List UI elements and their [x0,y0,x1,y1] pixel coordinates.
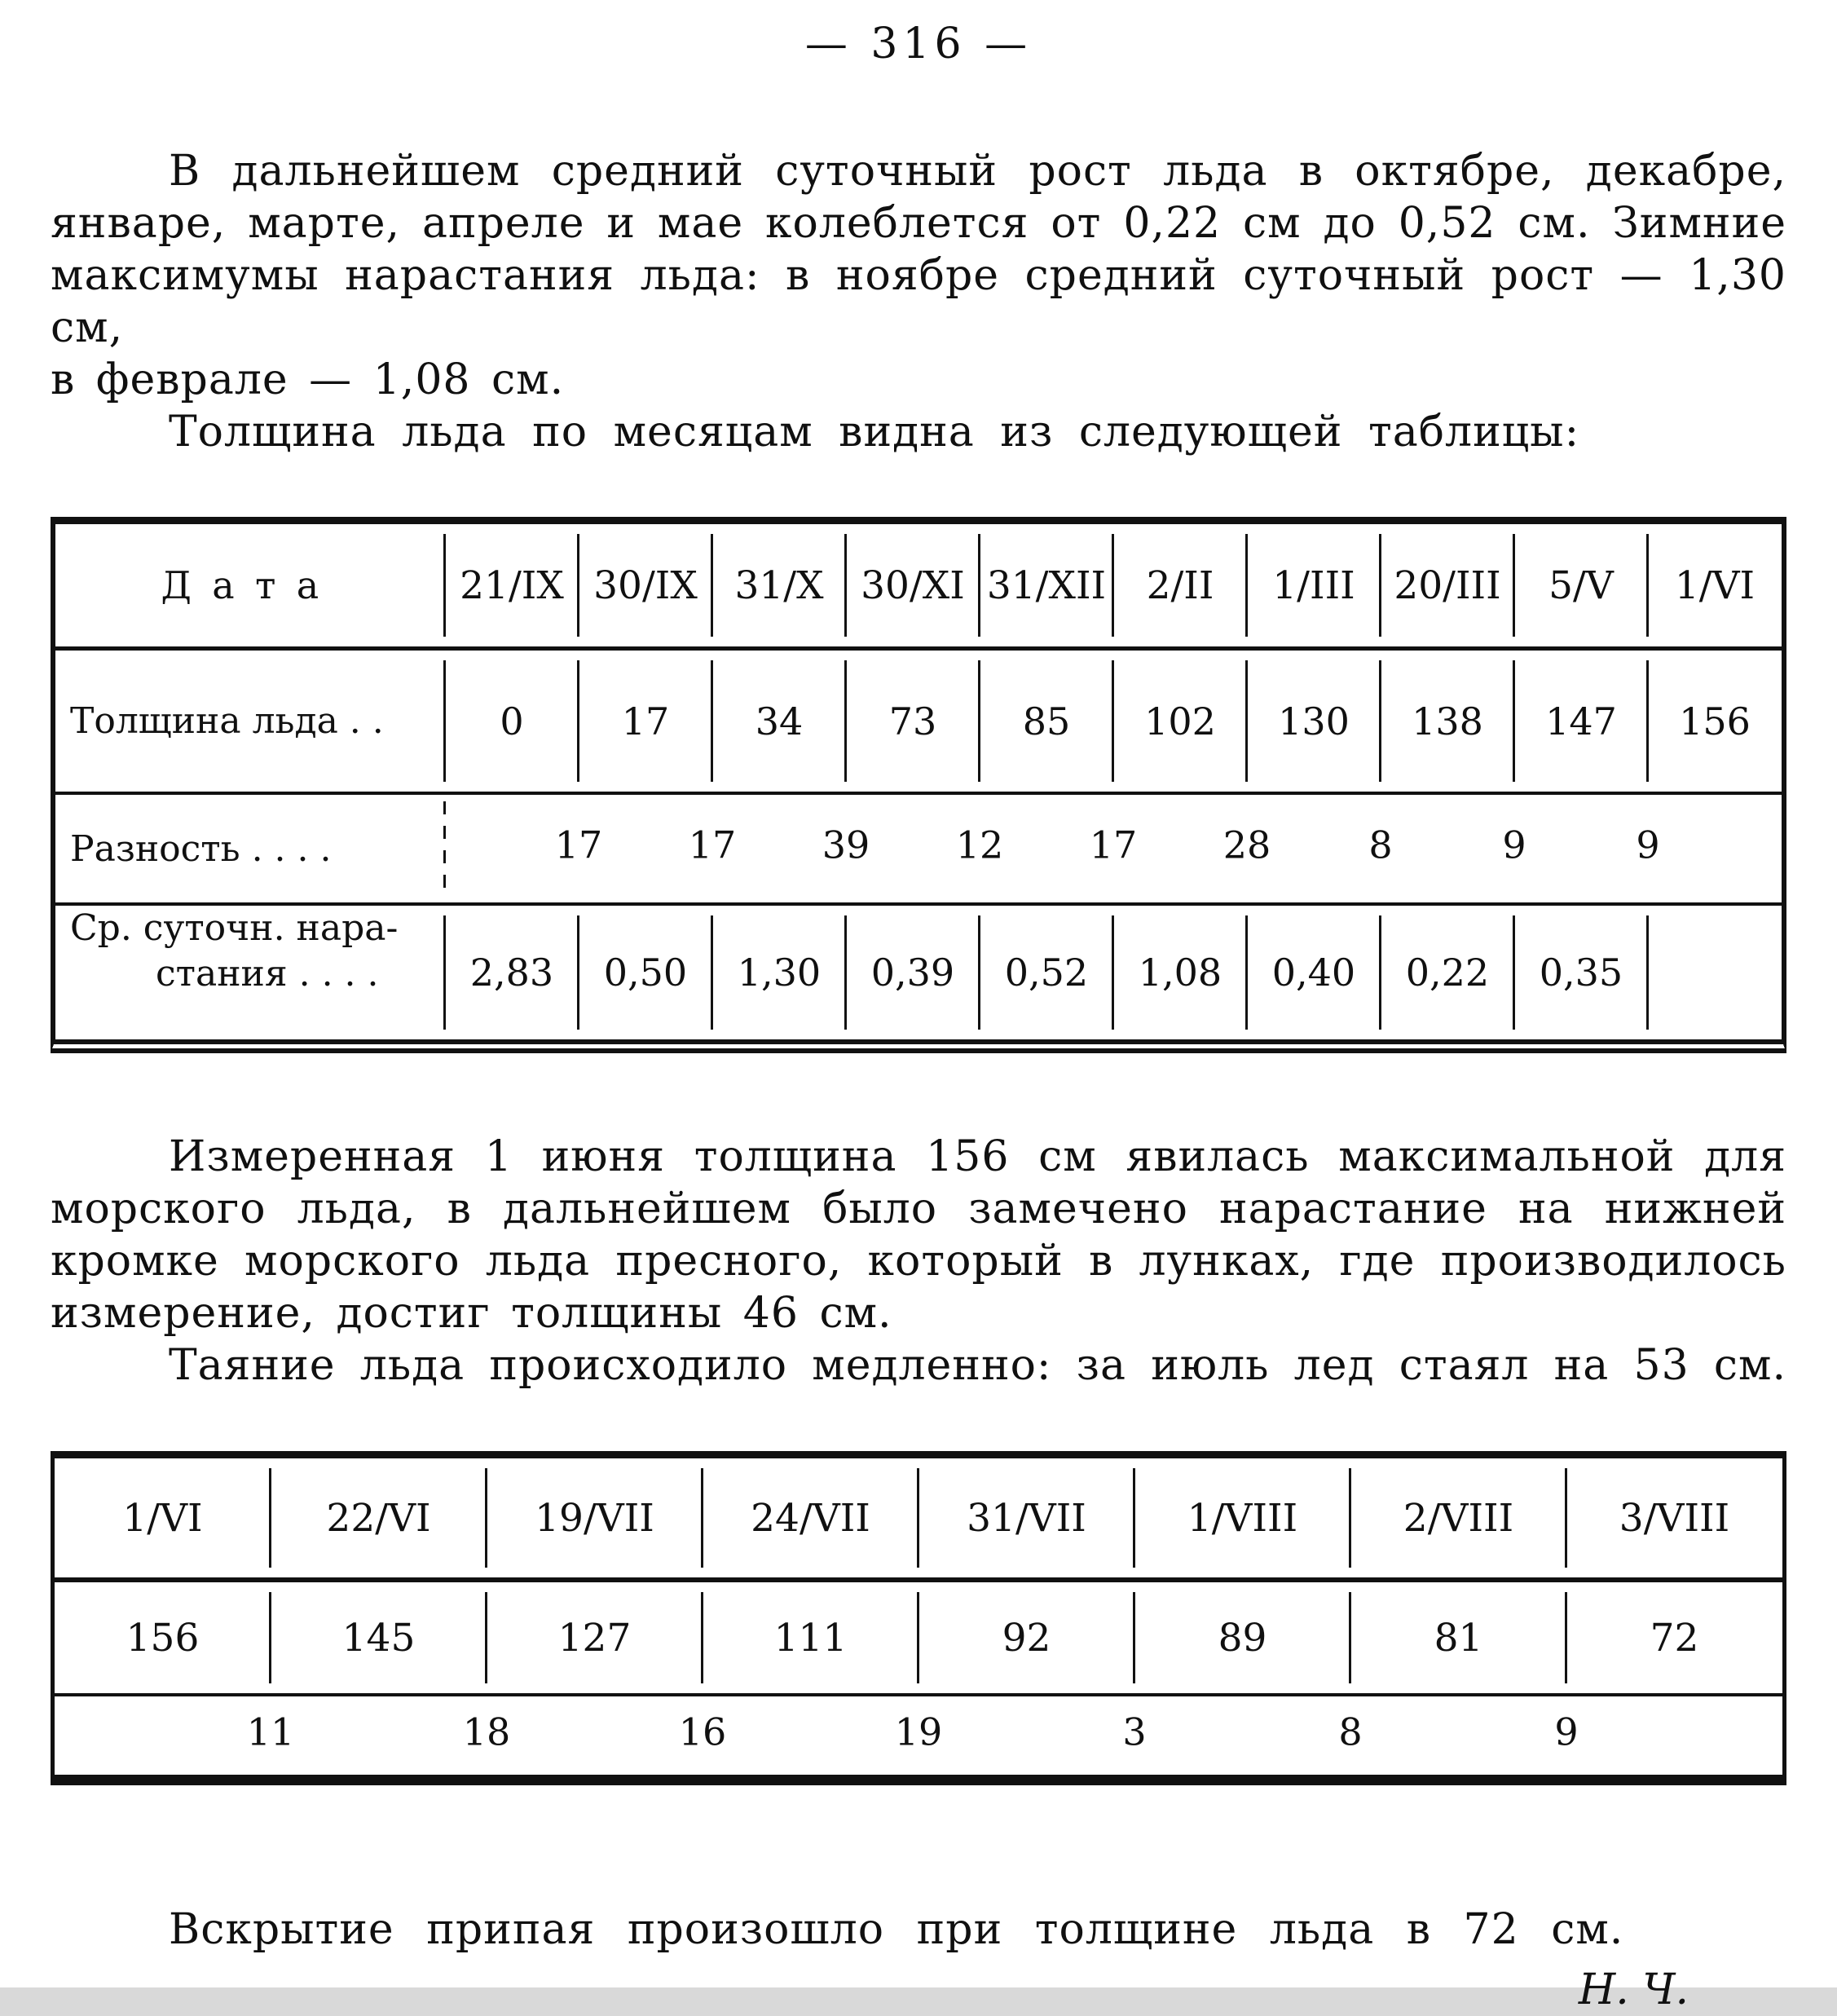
table2-date-cell: 24/VII [703,1458,919,1577]
table2-date-cell: 22/VI [271,1458,487,1577]
daily-growth-value: 1,08 [1113,906,1247,1039]
author-initials: Н. Ч. [1578,1965,1689,2014]
table1-header-date-label: Дата [161,563,340,607]
melt-difference-value: 3 [1122,1709,1147,1754]
difference-value: 17 [1089,823,1138,867]
daily-growth-value: 2,83 [445,906,579,1039]
table1-difference-row [55,792,1782,902]
table1-header-cell: 30/XI [846,524,980,646]
daily-growth-value: 1,30 [712,906,846,1039]
text-line: Измеренная 1 июня толщина 156 см явилась максимальной для [169,1132,1786,1181]
difference-value: 17 [688,823,737,867]
table1-thickness-row [55,646,1782,792]
table1-header-cell: 31/XII [980,524,1113,646]
ice-melting-table [51,1451,1786,1785]
thickness-value: 17 [579,651,712,792]
table2-thickness-cell: 156 [126,1615,200,1661]
difference-value: 17 [554,823,603,867]
row-label-thickness: Толщина льда . . [70,700,384,742]
melt-difference-value: 8 [1338,1709,1363,1754]
daily-growth-value: 0,39 [846,906,980,1039]
table1-header-cell: 30/IX [579,524,712,646]
difference-value: 28 [1222,823,1271,867]
difference-value: 12 [955,823,1004,867]
text-line: в феврале — 1,08 см. [51,355,565,404]
daily-growth-value: 0,50 [579,906,712,1039]
text-line: В дальнейшем средний суточный рост льда в октябре, декабре, [169,147,1786,196]
text-line: январе, марте, апреле и мае колеблется от 0,22 см до 0,52 см. Зимние [51,199,1786,248]
table2-date-cell: 31/VII [919,1458,1134,1577]
label-line: Ср. суточн. нара- [70,907,399,949]
table1-header-cell: 20/III [1381,524,1514,646]
row-label-daily-growth [55,906,445,1039]
difference-value: 9 [1502,823,1526,867]
melt-difference-value: 9 [1554,1709,1579,1754]
difference-value: 8 [1368,823,1393,867]
table2-date-cell: 1/VI [122,1495,203,1541]
thickness-value: 147 [1514,651,1648,792]
daily-growth-value: 0,40 [1247,906,1381,1039]
table1-header-cell: 2/II [1113,524,1247,646]
page-number: — 316 — [804,20,1033,68]
table1-header-cell: 1/III [1247,524,1381,646]
table2-difference-strip [55,1696,1782,1775]
thickness-value: 0 [445,651,579,792]
thickness-value: 85 [980,651,1113,792]
text-line: кромке морского льда пресного, который в лунках, где производилось [51,1237,1786,1286]
paragraph-table-intro: Толщина льда по месяцам видна из следующей таблицы: [169,408,1580,457]
table2-date-row [55,1458,1782,1582]
ice-thickness-table [51,517,1786,1053]
daily-growth-value: 0,22 [1381,906,1514,1039]
difference-value: 39 [822,823,870,867]
row-label-difference: Разность . . . . [70,827,332,870]
paragraph-max-thickness [51,1131,1786,1392]
table2-thickness-cell: 111 [703,1582,919,1693]
thickness-value: 34 [712,651,846,792]
daily-growth-value: 0,35 [1514,906,1648,1039]
thickness-value: 130 [1247,651,1381,792]
thickness-value: 156 [1648,651,1782,792]
thickness-value: 138 [1381,651,1514,792]
paragraph-melting: Таяние льда происходило медленно: за июль лед стаял на 53 см. [169,1341,1786,1390]
melt-difference-value: 16 [678,1709,727,1754]
table2-thickness-cell: 81 [1350,1582,1566,1693]
table2-thickness-cell: 89 [1134,1582,1350,1693]
table2-date-cell: 2/VIII [1350,1458,1566,1577]
table2-date-cell: 19/VII [487,1458,703,1577]
table1-header-cell: 1/VI [1648,524,1782,646]
table2-date-cell: 3/VIII [1566,1458,1782,1577]
table2-difference-row [55,1696,1782,1775]
text-line: морского льда, в дальнейшем было замечено нарастание на нижней [51,1184,1786,1233]
table2-thickness-row [55,1582,1782,1696]
table2-date-cell: 1/VIII [1134,1458,1350,1577]
thickness-value: 73 [846,651,980,792]
label-line: стания . . . . [156,953,379,995]
table2-thickness-cell: 92 [919,1582,1134,1693]
daily-growth-value: 0,52 [980,906,1113,1039]
difference-values-strip [445,795,1782,902]
table1-header-cell: 5/V [1514,524,1648,646]
table1-daily-growth-row [55,902,1782,1039]
table1-header-row [55,524,1782,646]
table1-header-cell: 21/IX [445,524,579,646]
paragraph-breakup: Вскрытие припая произошло при толщине льда в 72 см. [169,1905,1624,1954]
table1-header-cell: 31/X [712,524,846,646]
table2-thickness-cell: 127 [487,1582,703,1693]
thickness-value: 102 [1113,651,1247,792]
daily-growth-value [1648,906,1782,1039]
table2-thickness-cell: 145 [271,1582,487,1693]
paragraph-ice-growth [51,145,1786,458]
table2-thickness-cell: 72 [1566,1582,1782,1693]
text-line: максимумы нарастания льда: в ноябре средний суточный рост — 1,30 см, [51,251,1786,352]
text-line: измерение, достиг толщины 46 см. [51,1289,892,1338]
melt-difference-value: 18 [462,1709,511,1754]
difference-value: 9 [1636,823,1660,867]
melt-difference-value: 11 [246,1709,295,1754]
melt-difference-value: 19 [894,1709,943,1754]
